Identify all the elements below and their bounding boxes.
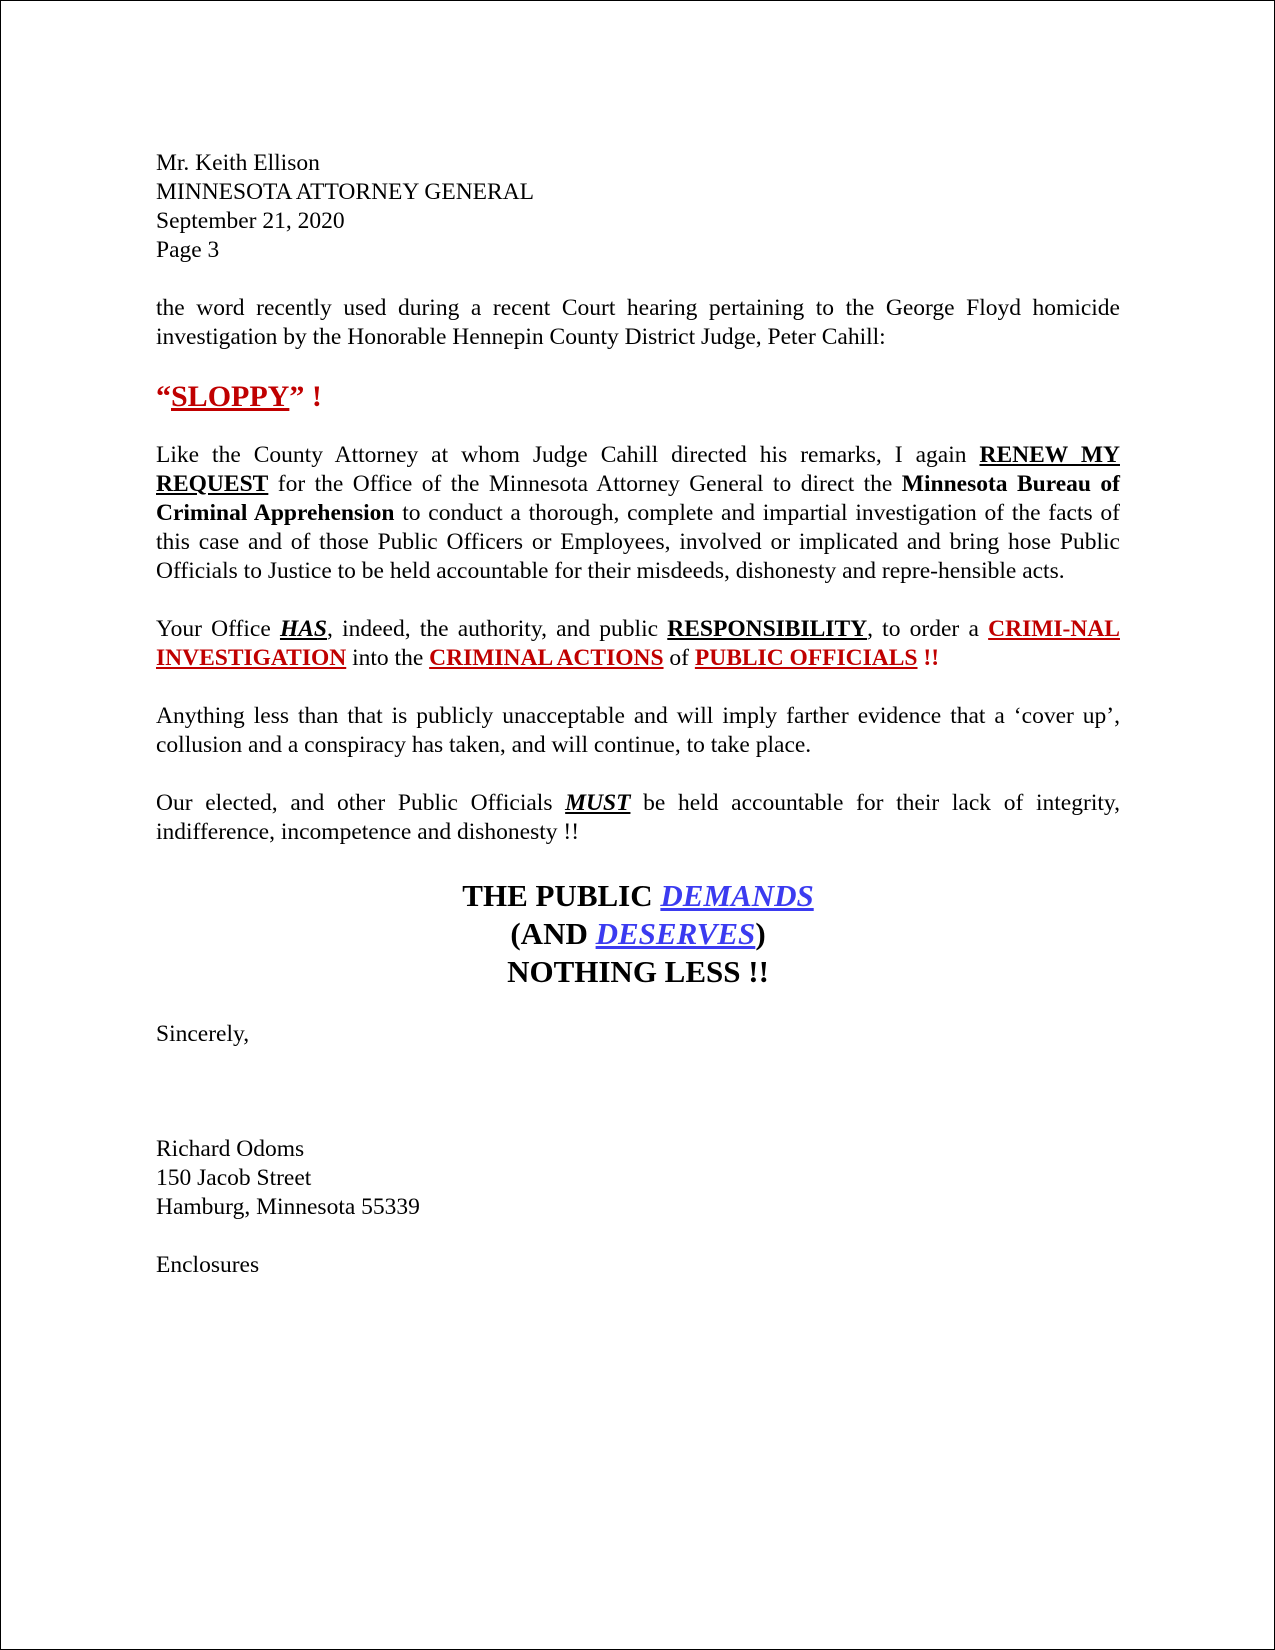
- page-number: Page 3: [156, 237, 220, 263]
- para2-text-4: into the: [346, 645, 430, 671]
- para2-text-3: , to order a: [867, 616, 989, 642]
- demands-line-3: NOTHING LESS !!: [507, 954, 769, 989]
- demands-line-2: [156, 915, 1120, 953]
- para4-text-2: be held accountable for their lack of integrity, indifference, incompetence and dishonesty !!: [156, 790, 1120, 845]
- public-officials: PUBLIC OFFICIALS: [694, 645, 918, 671]
- close-paren: ): [755, 916, 766, 951]
- quote-word: SLOPPY: [171, 380, 290, 413]
- cover-up-paragraph: Anything less than that is publicly unacceptable and will imply farther evidence that a ‘cover up’, collusion and a conspiracy has taken, and will continue, to take place.: [156, 703, 1120, 758]
- sloppy-quote: [156, 379, 1120, 415]
- para1-text-3: to conduct a thorough, complete and impartial investigation of the facts of this case and of those Public Officers or Employees, involved or implicated and bring hose Public Officials to Justice to be held accountable for their misdeeds, dishonesty and repre-hensible acts.: [156, 500, 1120, 584]
- intro-line-1: the word recently used during a recent Court hearing pertaining to the George Floyd homicide: [156, 295, 1120, 321]
- para2-text-2: , indeed, the authority, and public: [327, 616, 668, 642]
- para2-exclaim: !!: [917, 645, 940, 671]
- sender-city: Hamburg, Minnesota 55339: [156, 1194, 420, 1220]
- recipient-name: Mr. Keith Ellison: [156, 150, 320, 176]
- demands-text: THE PUBLIC: [462, 878, 661, 913]
- renew-request: RENEW MY REQUEST: [156, 442, 1120, 497]
- recipient-title: MINNESOTA ATTORNEY GENERAL: [156, 179, 535, 205]
- salutation: Sincerely,: [156, 1021, 250, 1047]
- enclosures-note: Enclosures: [156, 1252, 260, 1278]
- para1-text-1: Like the County Attorney at whom Judge Cahill directed his remarks, I again: [156, 442, 980, 468]
- has-emphasis: HAS: [279, 616, 327, 642]
- letter-body: [156, 149, 1120, 1280]
- bca-name: Minnesota Bureau of Criminal Apprehension: [156, 471, 1120, 526]
- and-text: (AND: [510, 916, 596, 951]
- demands-line-1: [156, 877, 1120, 915]
- signature-space: [156, 1049, 1120, 1135]
- sender-street: 150 Jacob Street: [156, 1165, 312, 1191]
- criminal-actions: CRIMINAL ACTIONS: [429, 645, 664, 671]
- public-demands-block: [156, 877, 1120, 991]
- quote-close: ” !: [289, 380, 322, 413]
- letter-header: [156, 149, 1120, 265]
- demands-word: DEMANDS: [660, 878, 814, 913]
- intro-line-2: investigation by the Honorable Hennepin County District Judge, Peter Cahill:: [156, 324, 886, 350]
- intro-paragraph: [156, 294, 1120, 352]
- request-paragraph: [156, 441, 1120, 586]
- must-emphasis: MUST: [565, 790, 631, 816]
- criminal-investigation: CRIMI-NAL INVESTIGATION: [156, 616, 1120, 671]
- para1-text-2: for the Office of the Minnesota Attorney General to direct the: [268, 471, 902, 497]
- deserves-word: DESERVES: [595, 916, 756, 951]
- para4-text-1: Our elected, and other Public Officials: [156, 790, 566, 816]
- sender-name: Richard Odoms: [156, 1136, 305, 1162]
- accountability-paragraph: [156, 789, 1120, 847]
- letter-date: September 21, 2020: [156, 208, 345, 234]
- quote-open: “: [156, 380, 171, 413]
- sender-block: [156, 1135, 1120, 1222]
- responsibility-emphasis: RESPONSIBILITY: [667, 616, 868, 642]
- para2-text-1: Your Office: [156, 616, 280, 642]
- responsibility-paragraph: [156, 615, 1120, 673]
- para2-text-5: of: [663, 645, 695, 671]
